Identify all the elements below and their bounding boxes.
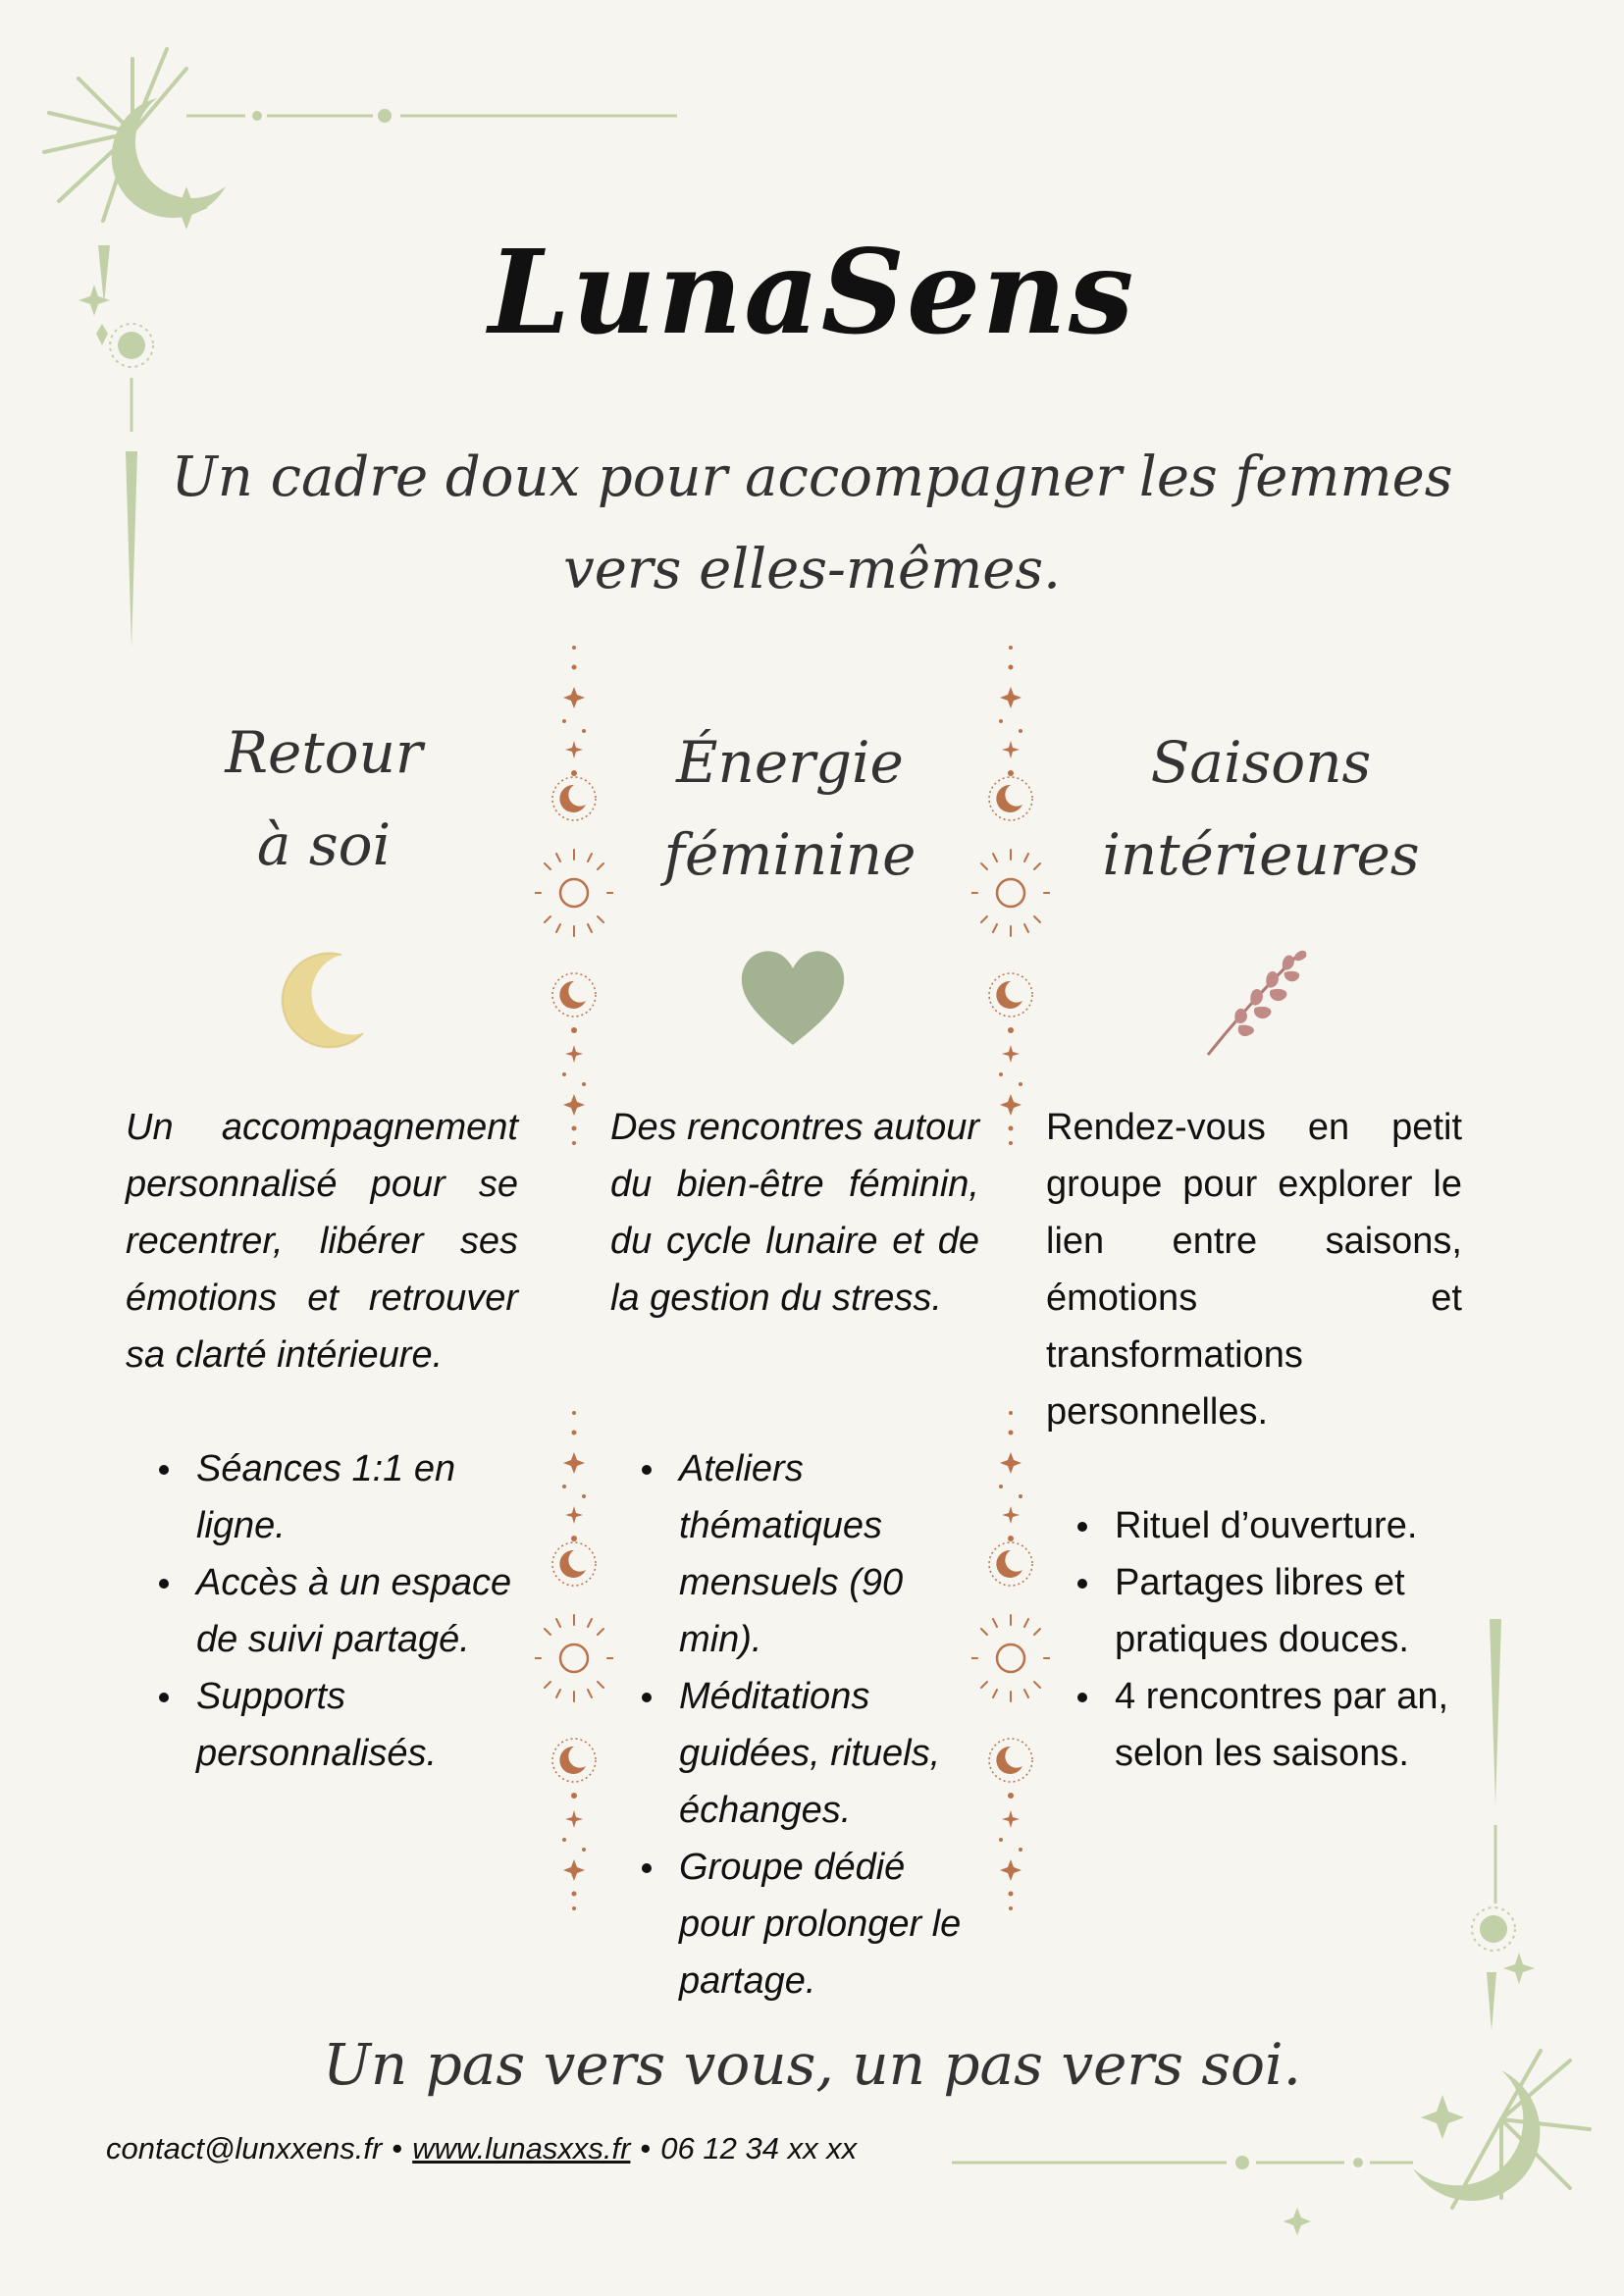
contact-email-link[interactable]: contact@lunxxens.fr: [106, 2131, 383, 2166]
list-item: Partages libres et pratiques douces.: [1046, 1554, 1468, 1668]
crescent-moon-icon: [273, 947, 371, 1055]
celestial-divider-right-top: [971, 638, 1050, 1148]
list-item: Accès à un espace de suivi partagé.: [128, 1554, 540, 1668]
column-bullets-saisons-interieures: [1046, 1497, 1468, 1782]
list-item: Supports personnalisés.: [128, 1668, 540, 1782]
separator-dot: •: [640, 2131, 652, 2166]
celestial-divider-right-bottom: [971, 1403, 1050, 1913]
contact-phone[interactable]: 06 12 34 xx xx: [660, 2131, 858, 2166]
column-title-retour-a-soi: Retour à soi: [225, 719, 423, 878]
list-item: Méditations guidées, rituels, échanges.: [610, 1668, 983, 1839]
column-title-energie-feminine: Énergie féminine: [663, 729, 917, 888]
column-bullets-retour-a-soi: [128, 1440, 540, 1782]
column-description-retour-a-soi: Un accompagnement personnalisé pour se recentrer, libérer ses émotions et retrouver sa clarté intérieure.: [126, 1107, 518, 1376]
contact-footer: [106, 2131, 857, 2166]
celestial-divider-left-top: [535, 638, 613, 1148]
celestial-divider-left-bottom: [535, 1403, 613, 1913]
heart-icon: [738, 947, 848, 1049]
closing-slogan: Un pas vers vous, un pas vers soi.: [322, 2031, 1302, 2098]
list-item: Rituel d’ouverture.: [1046, 1497, 1468, 1554]
column-description-energie-feminine: Des rencontres autour du bien-être féminin, du cycle lunaire et de la gestion du stress.: [610, 1107, 979, 1319]
separator-dot: •: [392, 2131, 403, 2166]
brand-title: LunaSens: [488, 224, 1136, 360]
website-link[interactable]: www.lunasxxs.fr: [412, 2131, 631, 2166]
list-item: Séances 1:1 en ligne.: [128, 1440, 540, 1554]
leaf-branch-icon: [1202, 947, 1310, 1060]
column-bullets-energie-feminine: [610, 1440, 983, 2009]
column-title-saisons-interieures: Saisons intérieures: [1102, 729, 1420, 888]
list-item: 4 rencontres par an, selon les saisons.: [1046, 1668, 1468, 1782]
list-item: Ateliers thématiques mensuels (90 min).: [610, 1440, 983, 1668]
list-item: Groupe dédié pour prolonger le partage.: [610, 1839, 983, 2009]
column-description-saisons-interieures: Rendez-vous en petit groupe pour explorer le lien entre saisons, émotions et transformations personnelles.: [1046, 1107, 1462, 1433]
tagline: Un cadre doux pour accompagner les femmes vers elles-mêmes.: [171, 445, 1453, 601]
